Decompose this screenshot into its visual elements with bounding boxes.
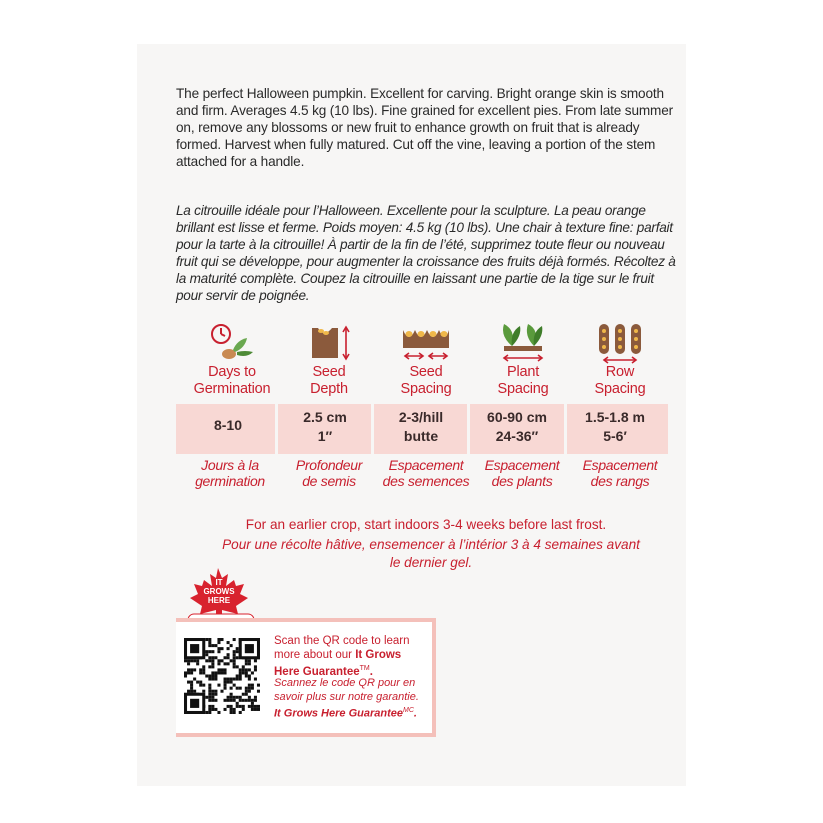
label-line: Germination <box>193 381 271 397</box>
value-line: 2-3/hill <box>398 409 444 425</box>
value-line: 8-10 <box>213 417 243 433</box>
qr-text: . <box>413 707 417 720</box>
value-line: 2.5 cm <box>303 409 347 425</box>
clock-seed-icon <box>184 322 280 366</box>
seed-depth-icon <box>281 322 377 366</box>
label-line: Seed <box>312 364 346 380</box>
label-line: Profondeur <box>295 457 363 473</box>
label-row-spacing <box>572 364 668 398</box>
qr-text: Scan the QR code to learn more about our <box>274 635 410 661</box>
row-spacing-icon <box>572 322 668 366</box>
label-fr-plant-spacing <box>472 457 572 489</box>
value-line: 1.5-1.8 m <box>585 409 645 425</box>
value-line: 1″ <box>317 428 333 444</box>
plant-spacing-icon <box>475 322 571 366</box>
label-line: Spacing <box>497 381 549 397</box>
label-line: Espacement <box>388 457 464 473</box>
qr-text: Scannez le code QR pour en savoir plus sur notre garantie. <box>274 677 419 703</box>
value-seed-depth <box>277 408 373 446</box>
value-line: 5-6′ <box>603 428 627 444</box>
qr-caption-english <box>274 634 424 679</box>
label-line: Days to <box>208 364 256 380</box>
trademark-mark: MC <box>403 707 414 714</box>
qr-caption-french <box>274 677 424 721</box>
badge-line: HERE <box>207 596 231 605</box>
value-line: 60-90 cm <box>487 409 547 425</box>
value-seed-spacing <box>373 408 469 446</box>
guarantee-name: It Grows Here Guarantee <box>274 649 402 678</box>
seed-spacing-icon <box>378 322 474 366</box>
badge-line: GROWS <box>203 587 235 596</box>
value-plant-spacing <box>469 408 565 446</box>
label-line: de semis <box>302 473 356 489</box>
qr-text: . <box>369 665 373 678</box>
label-plant-spacing <box>475 364 571 398</box>
value-days-to-germination <box>180 416 276 435</box>
label-line: Spacing <box>400 381 452 397</box>
label-line: des rangs <box>590 473 650 489</box>
label-line: Espacement <box>582 457 658 473</box>
guarantee-name: It Grows Here Guarantee <box>274 707 403 720</box>
tip-line: le dernier gel. <box>389 555 473 570</box>
label-line: des plants <box>491 473 553 489</box>
tip-line: Pour une récolte hâtive, ensemencer à l’intérior 3 à 4 semaines avant <box>222 537 640 552</box>
label-fr-seed-spacing <box>376 457 476 489</box>
label-fr-row-spacing <box>570 457 670 489</box>
indoor-start-tip-english: For an earlier crop, start indoors 3-4 weeks before last frost. <box>245 517 607 532</box>
label-fr-seed-depth <box>279 457 379 489</box>
growing-icons-row <box>184 322 672 366</box>
value-line: 24-36″ <box>495 428 539 444</box>
trademark-mark: TM <box>359 665 370 672</box>
qr-code[interactable] <box>184 638 260 714</box>
qr-code-icon <box>184 638 260 714</box>
label-line: Spacing <box>594 381 646 397</box>
description-english: The perfect Halloween pumpkin. Excellent for carving. Bright orange skin is smooth and firm. Averages 4.5 kg (10 lbs). Fine grained for excellent pies. From late summer on, remove any blossoms or new fruit to enhance growth on fruit that is already formed. Harvest when fully matured. Cut off the vine, leaving a portion of the stem attached for a handle. <box>176 86 673 169</box>
label-line: Espacement <box>484 457 560 473</box>
label-line: Depth <box>310 381 348 397</box>
badge-line: IT <box>215 578 223 587</box>
label-seed-spacing <box>378 364 474 398</box>
label-days-to-germination <box>184 364 280 398</box>
label-fr-days-to-germination <box>180 457 280 489</box>
label-line: germination <box>195 473 265 489</box>
label-line: des semences <box>382 473 470 489</box>
label-line: Jours à la <box>201 457 259 473</box>
label-line: Plant <box>506 364 540 380</box>
value-row-spacing <box>567 408 663 446</box>
label-line: Row <box>605 364 635 380</box>
value-line: butte <box>403 428 439 444</box>
label-seed-depth <box>281 364 377 398</box>
description-french: La citrouille idéale pour l’Halloween. Excellente pour la sculpture. La peau orange brillant est lisse et ferme. Poids moyen: 4.5 kg (10 lbs). Une chair à texture fine: parfait pour la tarte à la citrouille! À partir de la fin de l’été, supprimez toute fleur ou nouveau fruit qui se développe, pour augmenter la croissance des fruits déjà formés. Récoltez à la maturité complète. Coupez la citrouille en laissant une partie de la tige sur le fruit pour servir de poignée. <box>176 203 676 303</box>
label-line: Seed <box>409 364 443 380</box>
